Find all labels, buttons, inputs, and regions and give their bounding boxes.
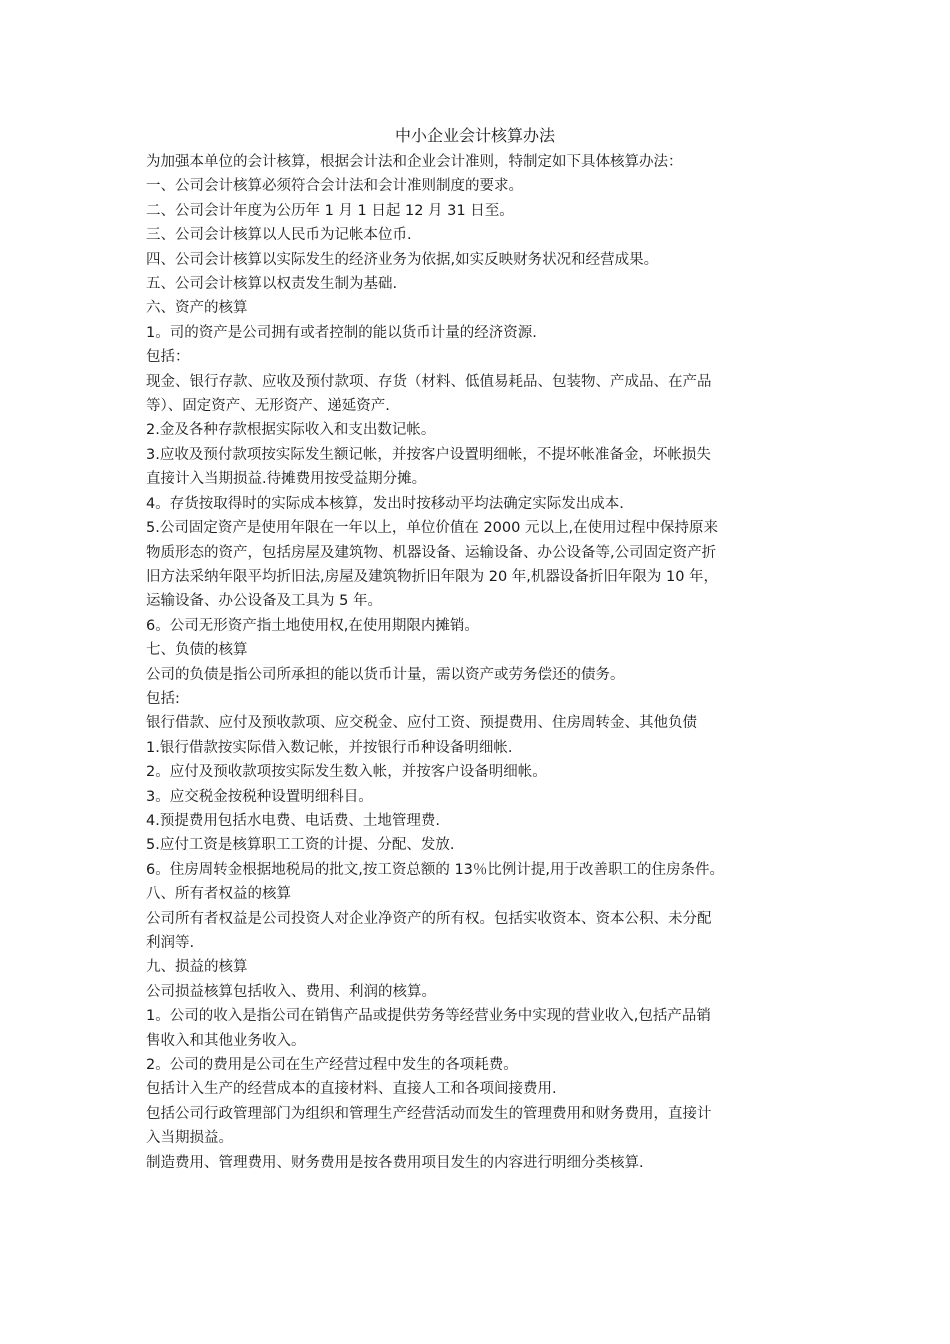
document-line: 直接计入当期损益.待摊费用按受益期分摊。 — [146, 471, 427, 488]
document-line: 物质形态的资产，包括房屋及建筑物、机器设备、运输设备、办公设备等,公司固定资产折 — [146, 544, 717, 561]
document-line: 入当期损益。 — [146, 1130, 233, 1147]
document-line: 四、公司会计核算以实际发生的经济业务为依据,如实反映财务状况和经营成果。 — [146, 251, 659, 268]
document-line: 六、资产的核算 — [146, 300, 248, 317]
document-line: 银行借款、应付及预收款项、应交税金、应付工资、预提费用、住房周转金、其他负债 — [146, 715, 697, 732]
document-line: 二、公司会计年度为公历年 1 月 1 日起 12 月 31 日至。 — [146, 202, 514, 219]
document-line: 九、损益的核算 — [146, 959, 248, 976]
document-line: 4.预提费用包括水电费、电话费、土地管理费. — [146, 812, 440, 829]
document-line: 制造费用、管理费用、财务费用是按各费用项目发生的内容进行明细分类核算. — [146, 1154, 644, 1171]
document-line: 3.应收及预付款项按实际发生额记帐，并按客户设置明细帐，不提坏帐准备金，坏帐损失 — [146, 446, 711, 463]
document-line: 1。公司的收入是指公司在销售产品或提供劳务等经营业务中实现的营业收入,包括产品销 — [146, 1008, 711, 1025]
document-line: 1。司的资产是公司拥有或者控制的能以货币计量的经济资源. — [146, 324, 537, 341]
document-line: 利润等. — [146, 935, 195, 951]
document-line: 6。公司无形资产指土地使用权,在使用期限内摊销。 — [146, 617, 479, 634]
document-line: 七、负债的核算 — [146, 642, 248, 659]
document-line: 五、公司会计核算以权责发生制为基础. — [146, 276, 398, 293]
document-line: 6。住房周转金根据地税局的批文,按工资总额的 13％比例计提,用于改善职工的住房条件。 — [146, 861, 724, 878]
document-line: 运输设备、办公设备及工具为 5 年。 — [146, 593, 382, 610]
document-line: 包括公司行政管理部门为组织和管理生产经营活动而发生的管理费用和财务费用，直接计 — [146, 1105, 712, 1122]
document-line: 包括计入生产的经营成本的直接材料、直接人工和各项间接费用. — [146, 1081, 557, 1098]
document-line: 公司的负债是指公司所承担的能以货币计量，需以资产或劳务偿还的债务。 — [146, 666, 625, 683]
document-line: 3。应交税金按税种设置明细科目。 — [146, 788, 373, 805]
document-line: 一、公司会计核算必须符合会计法和会计准则制度的要求。 — [146, 178, 523, 195]
document-line: 为加强本单位的会计核算，根据会计法和企业会计准则，特制定如下具体核算办法： — [146, 154, 683, 170]
document-line: 售收入和其他业务收入。 — [146, 1032, 306, 1049]
document-line: 1.银行借款按实际借入数记帐，并按银行币种设备明细帐. — [146, 739, 513, 756]
document-line: 包括: — [146, 690, 180, 707]
document-line: 5.应付工资是核算职工工资的计提、分配、发放. — [146, 837, 455, 854]
document-line: 八、所有者权益的核算 — [146, 886, 291, 903]
document-line: 包括： — [146, 349, 190, 366]
document-line: 三、公司会计核算以人民币为记帐本位币. — [146, 227, 412, 244]
document-line: 等）、固定资产、无形资产、递延资产. — [146, 398, 390, 415]
document-line: 2。应付及预收款项按实际发生数入帐，并按客户设备明细帐。 — [146, 764, 547, 781]
document-line: 现金、银行存款、应收及预付款项、存货（材料、低值易耗品、包装物、产成品、在产品 — [146, 373, 712, 390]
document-line: 公司损益核算包括收入、费用、利润的核算。 — [146, 983, 436, 1000]
document-title: 中小企业会计核算办法 — [394, 126, 555, 145]
document-line: 5.公司固定资产是使用年限在一年以上，单位价值在 2000 元以上,在使用过程中保持原来 — [146, 520, 719, 537]
document-line: 公司所有者权益是公司投资人对企业净资产的所有权。包括实收资本、资本公积、未分配 — [146, 910, 712, 927]
document-line: 2.金及各种存款根据实际收入和支出数记帐。 — [146, 422, 436, 439]
document-line: 4。存货按取得时的实际成本核算，发出时按移动平均法确定实际发出成本. — [146, 495, 624, 512]
document-line: 2。公司的费用是公司在生产经营过程中发生的各项耗费。 — [146, 1057, 518, 1074]
document-body — [146, 150, 811, 1175]
document-line: 旧方法采纳年限平均折旧法,房屋及建筑物折旧年限为 20 年,机器设备折旧年限为 10 年， — [146, 568, 719, 585]
